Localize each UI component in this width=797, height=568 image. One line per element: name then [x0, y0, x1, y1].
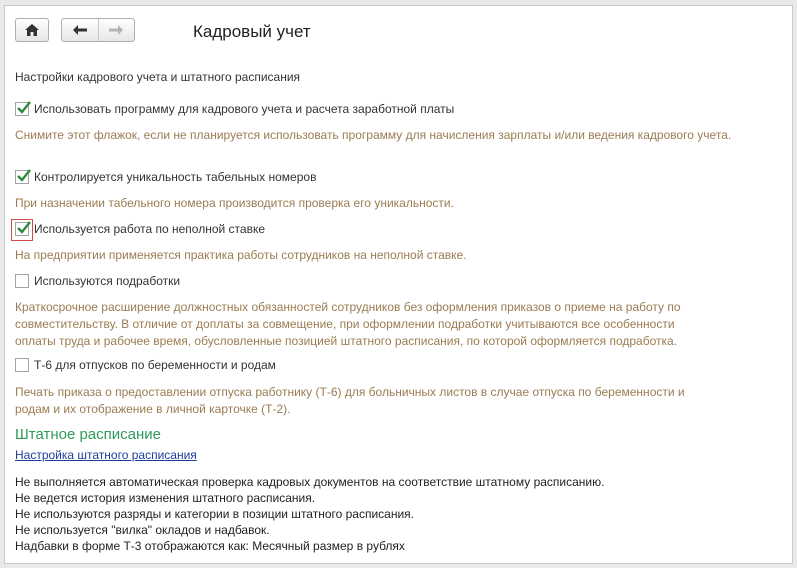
staffing-info: [15, 474, 604, 554]
option-unique-tab-numbers[interactable]: [15, 170, 316, 184]
navigation-buttons: [61, 18, 135, 42]
back-button[interactable]: [62, 19, 98, 41]
checkbox-label[interactable]: Используются подработки: [34, 274, 181, 288]
info-line: Не используются разряды и категории в позиции штатного расписания.: [15, 507, 415, 521]
checkbox[interactable]: [15, 102, 29, 116]
hint-line: Печать приказа о предоставлении отпуска работнику (Т-6) для больничных листов в случае отпуска по беременности и: [15, 385, 685, 399]
home-button[interactable]: [15, 18, 49, 42]
option-hint: Снимите этот флажок, если не планируется использовать программу для начисления зарплаты и/или ведения кадрового учета.: [15, 128, 732, 142]
info-line: Не выполняется автоматическая проверка кадровых документов на соответствие штатному расписанию.: [15, 475, 605, 489]
checkbox[interactable]: [15, 358, 29, 372]
option-hint: [15, 299, 681, 350]
info-line: Не используется "вилка" окладов и надбавок.: [15, 523, 270, 537]
checkbox[interactable]: [15, 222, 29, 236]
arrow-left-icon: [73, 25, 87, 35]
page-title: Кадровый учет: [193, 22, 311, 41]
info-line: Надбавки в форме Т-3 отображаются как: Месячный размер в рублях: [15, 539, 405, 553]
checkbox-label[interactable]: Использовать программу для кадрового учета и расчета заработной платы: [34, 102, 455, 116]
staffing-settings-link[interactable]: Настройка штатного расписания: [15, 448, 197, 462]
forward-button[interactable]: [98, 19, 135, 41]
option-part-time[interactable]: [15, 222, 265, 236]
option-hint: При назначении табельного номера производится проверка его уникальности.: [15, 196, 454, 210]
option-hint: [15, 384, 685, 418]
option-hint: На предприятии применяется практика работы сотрудников на неполной ставке.: [15, 248, 467, 262]
checkbox-label[interactable]: Используется работа по неполной ставке: [34, 222, 266, 236]
checkbox-label[interactable]: Т-6 для отпусков по беременности и родам: [34, 358, 276, 372]
home-icon: [25, 24, 39, 36]
checkbox-label[interactable]: Контролируется уникальность табельных номеров: [34, 170, 317, 184]
checkbox[interactable]: [15, 274, 29, 288]
checkbox[interactable]: [15, 170, 29, 184]
hint-line: совместительству. В отличие от доплаты за совмещение, при оформлении подработки учитываются все особенности: [15, 317, 675, 331]
section-label: Настройки кадрового учета и штатного расписания: [15, 70, 301, 84]
checkmark-icon: [16, 220, 31, 235]
settings-window: [4, 5, 793, 564]
arrow-right-icon: [109, 25, 123, 35]
info-line: Не ведется история изменения штатного расписания.: [15, 491, 316, 505]
hint-line: оплаты труда и рабочее время, обусловленные позицией штатного расписания, по которой оформляется подработка.: [15, 334, 678, 348]
checkmark-icon: [16, 100, 31, 115]
staffing-section-title: Штатное расписание: [15, 426, 162, 443]
option-side-jobs[interactable]: [15, 274, 180, 288]
hint-line: родам и их отображение в личной карточке (Т-2).: [15, 402, 291, 416]
option-t6-maternity[interactable]: [15, 358, 276, 372]
hint-line: Краткосрочное расширение должностных обязанностей сотрудников без оформления приказов о приеме на работу по: [15, 300, 681, 314]
checkmark-icon: [16, 168, 31, 183]
option-use-program[interactable]: [15, 102, 454, 116]
